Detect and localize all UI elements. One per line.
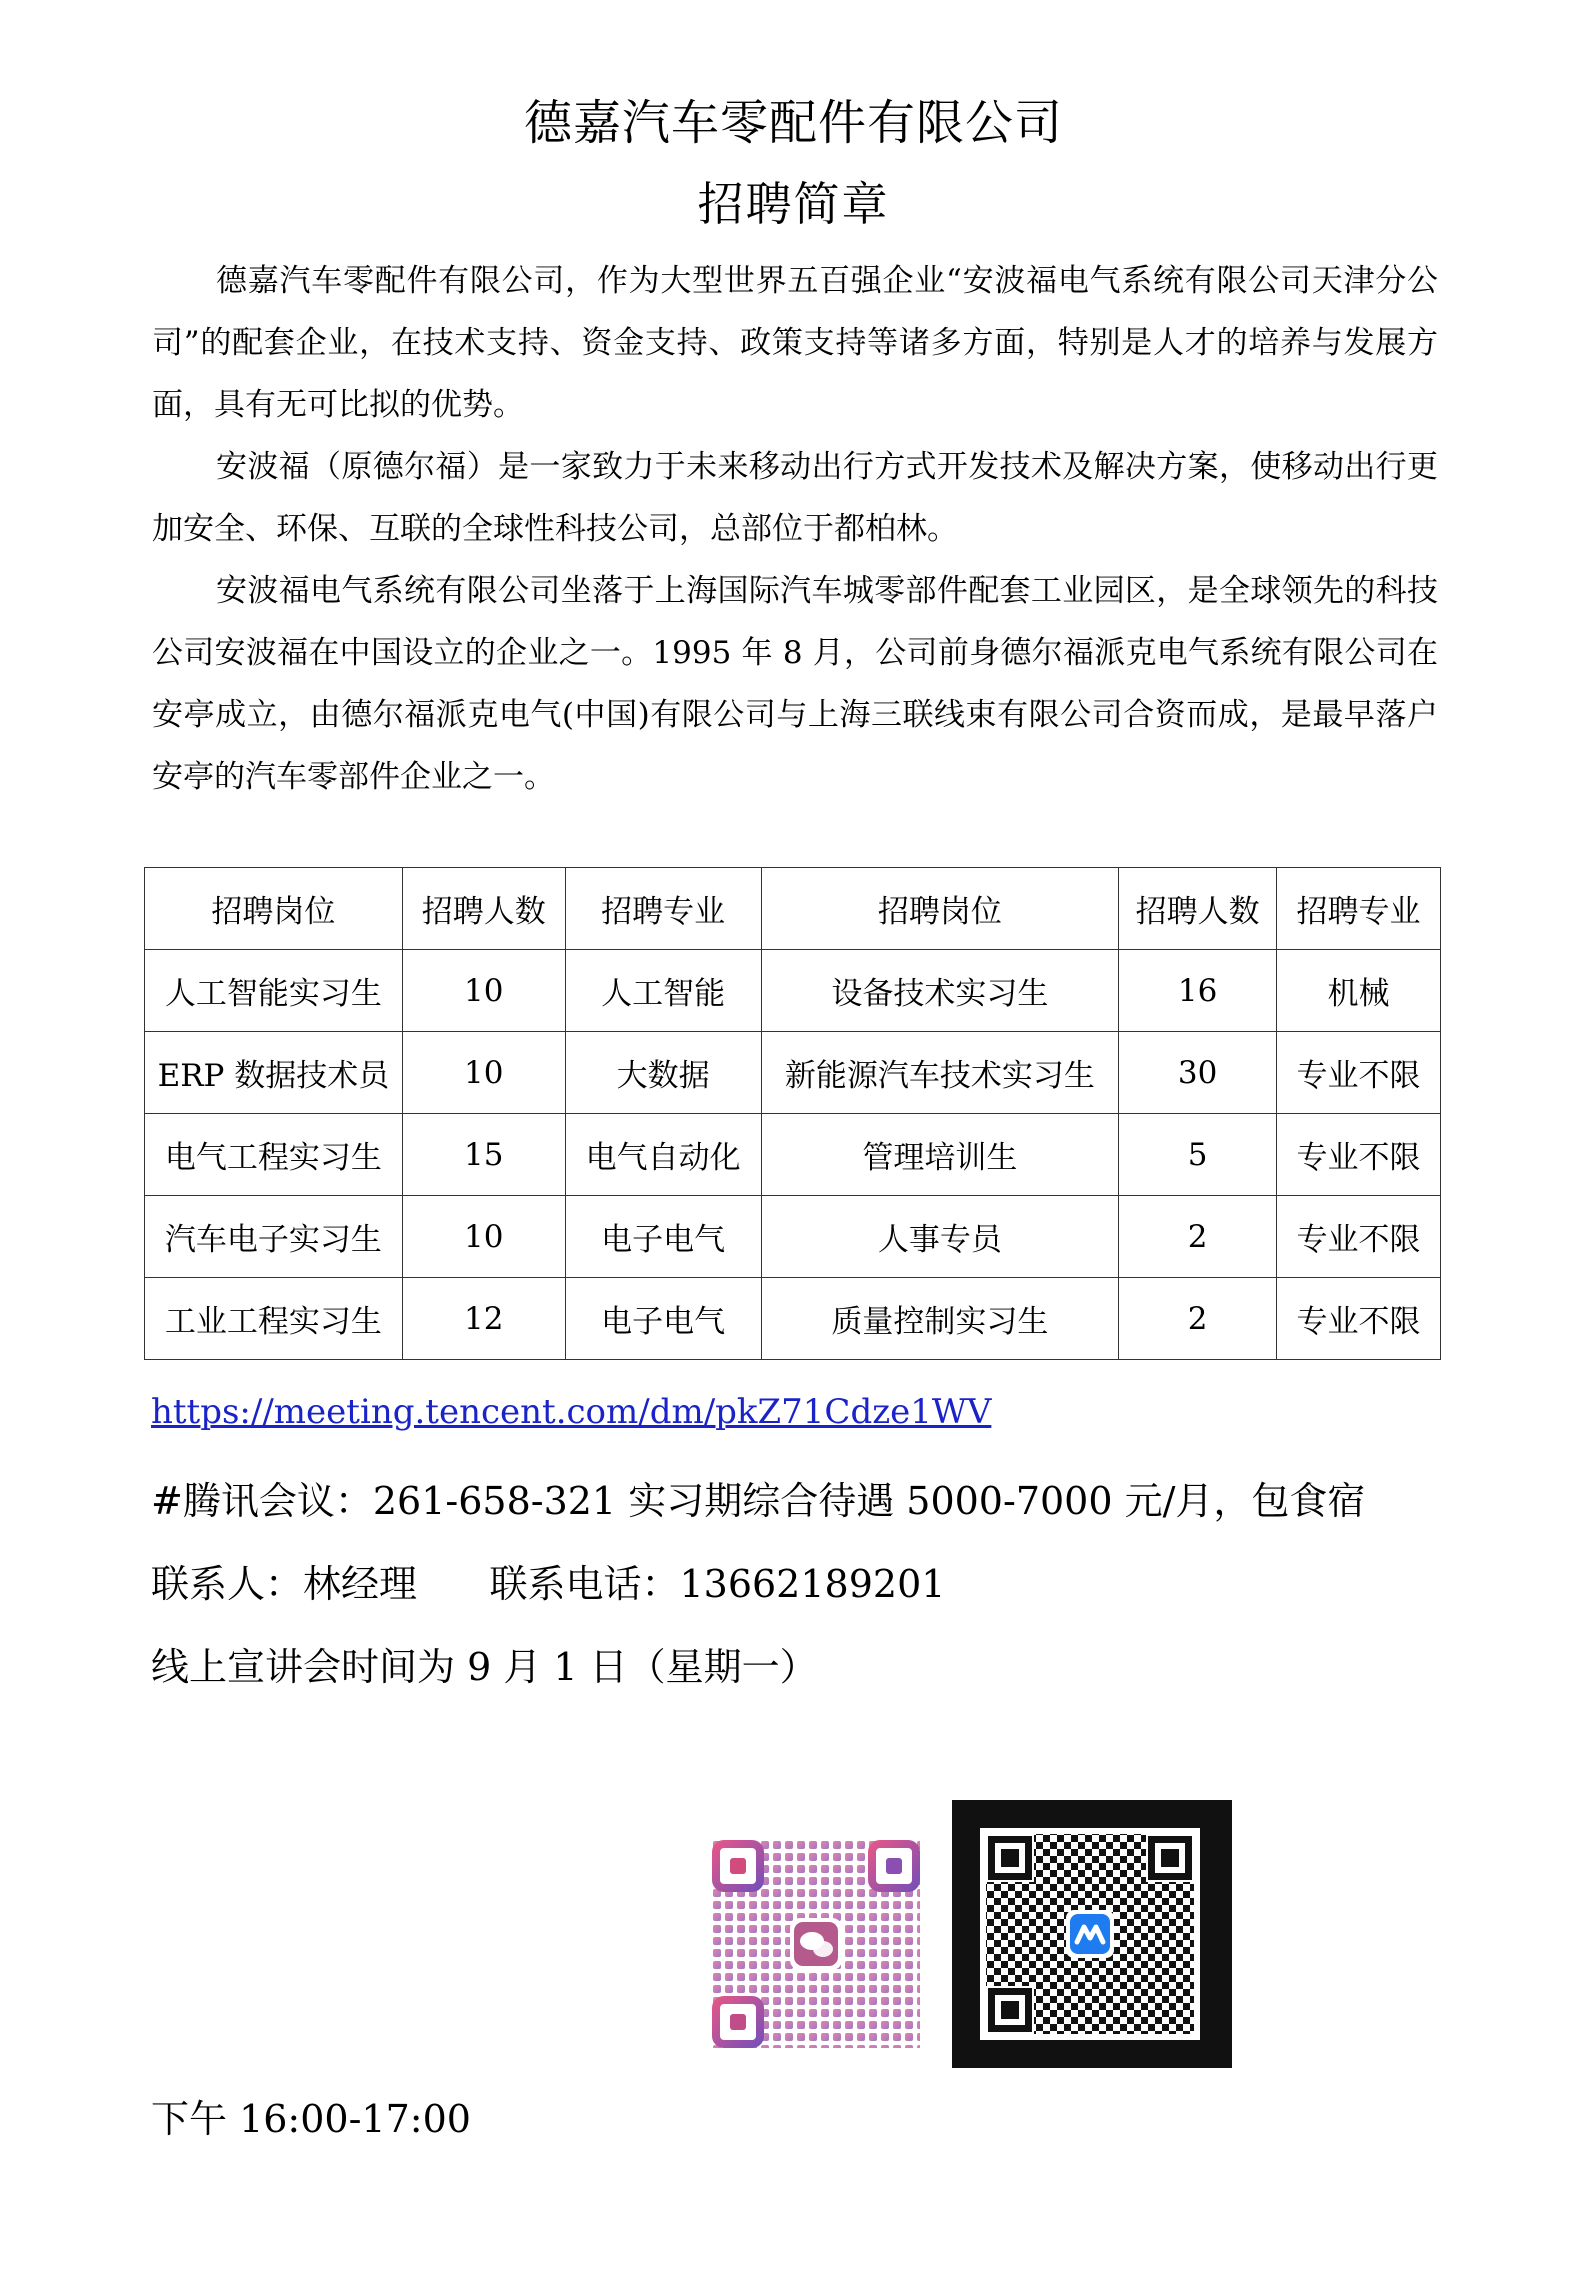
- jobs-table: [144, 867, 1441, 1360]
- header-cell: 招聘人数: [1119, 868, 1277, 950]
- company-title: 德嘉汽车零配件有限公司: [523, 95, 1063, 151]
- table-cell: 2: [1119, 1278, 1277, 1360]
- table-cell: 专业不限: [1277, 1278, 1441, 1360]
- table-cell: 汽车电子实习生: [145, 1196, 403, 1278]
- tencent-meeting-qr-code: [980, 1828, 1200, 2040]
- header-cell: 招聘岗位: [761, 868, 1119, 950]
- header-cell: 招聘专业: [565, 868, 761, 950]
- table-row: [145, 950, 1441, 1032]
- table-cell: 大数据: [565, 1032, 761, 1114]
- intro-text: [152, 250, 1438, 808]
- header-cell: 招聘岗位: [145, 868, 403, 950]
- table-cell: 10: [402, 950, 565, 1032]
- table-row: [145, 1032, 1441, 1114]
- table-row: [145, 1114, 1441, 1196]
- table-cell: 人事专员: [761, 1196, 1119, 1278]
- intro-paragraph: 德嘉汽车零配件有限公司，作为大型世界五百强企业“安波福电气系统有限公司天津分公司”的配套企业，在技术支持、资金支持、政策支持等诸多方面，特别是人才的培养与发展方面，具有无可比拟的优势。: [152, 263, 1438, 423]
- table-cell: 人工智能实习生: [145, 950, 403, 1032]
- table-cell: 10: [402, 1032, 565, 1114]
- table-cell: 5: [1119, 1114, 1277, 1196]
- table-cell: ERP 数据技术员: [145, 1032, 403, 1114]
- header-cell: 招聘人数: [402, 868, 565, 950]
- table-cell: 工业工程实习生: [145, 1278, 403, 1360]
- table-cell: 专业不限: [1277, 1032, 1441, 1114]
- table-cell: 15: [402, 1114, 565, 1196]
- table-cell: 16: [1119, 950, 1277, 1032]
- intro-paragraph: 安波福（原德尔福）是一家致力于未来移动出行方式开发技术及解决方案，使移动出行更加安全、环保、互联的全球性科技公司，总部位于都柏林。: [152, 449, 1438, 547]
- header-cell: 招聘专业: [1277, 868, 1441, 950]
- table-cell: 人工智能: [565, 950, 761, 1032]
- table-cell: 电气工程实习生: [145, 1114, 403, 1196]
- intro-paragraph: 安波福电气系统有限公司坐落于上海国际汽车城零部件配套工业园区，是全球领先的科技公司安波福在中国设立的企业之一。1995 年 8 月，公司前身德尔福派克电气系统有限公司在安亭成立，由德尔福派克电气(中国)有限公司与上海三联线束有限公司合资而成，是最早落户安亭的汽车零部件企业之一。: [152, 573, 1438, 795]
- table-cell: 新能源汽车技术实习生: [761, 1032, 1119, 1114]
- table-cell: 专业不限: [1277, 1114, 1441, 1196]
- contact-info: 联系人：林经理 联系电话：13662189201: [151, 1562, 946, 1606]
- table-cell: 2: [1119, 1196, 1277, 1278]
- meeting-info: #腾讯会议：261-658-321 实习期综合待遇 5000-7000 元/月，包食宿: [151, 1479, 1366, 1523]
- session-info: 线上宣讲会时间为 9 月 1 日（星期一）: [151, 1645, 818, 1689]
- table-cell: 10: [402, 1196, 565, 1278]
- table-cell: 30: [1119, 1032, 1277, 1114]
- table-cell: 电子电气: [565, 1196, 761, 1278]
- table-cell: 专业不限: [1277, 1196, 1441, 1278]
- table-cell: 质量控制实习生: [761, 1278, 1119, 1360]
- table-row: [145, 1278, 1441, 1360]
- meeting-link[interactable]: https://meeting.tencent.com/dm/pkZ71Cdze1WV: [151, 1392, 992, 1432]
- table-row: [145, 1196, 1441, 1278]
- table-cell: 机械: [1277, 950, 1441, 1032]
- session-time: 下午 16:00-17:00: [151, 2097, 471, 2141]
- page-subtitle: 招聘简章: [697, 177, 890, 231]
- table-header-row: [145, 868, 1441, 950]
- table-cell: 12: [402, 1278, 565, 1360]
- wechat-qr-code: [712, 1840, 920, 2048]
- table-cell: 电气自动化: [565, 1114, 761, 1196]
- table-cell: 电子电气: [565, 1278, 761, 1360]
- table-cell: 管理培训生: [761, 1114, 1119, 1196]
- table-cell: 设备技术实习生: [761, 950, 1119, 1032]
